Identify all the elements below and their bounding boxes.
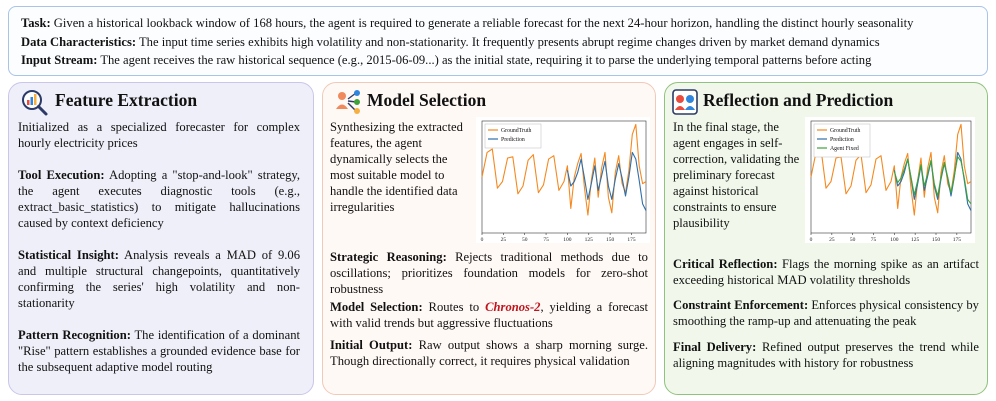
constraint-enforcement-text: Enforces physical consistency by smoothing the ramp-up and attenuating the peak (673, 298, 979, 328)
tool-execution-text: Adopting a "stop-and-look" strategy, the agent executes diagnostic tools (e.g., extract_basic_statistics) to mitigate hallucinations caused by context deficiency (18, 168, 300, 230)
x-tick-label: 25 (829, 237, 835, 243)
legend-label: GroundTruth (830, 128, 861, 134)
x-tick-label: 0 (480, 237, 484, 243)
tool-execution-paragraph (18, 167, 300, 231)
model-selection-post-text: , yielding a forecast with valid trends but aggressive fluctuations (330, 300, 648, 330)
x-tick-label: 100 (563, 237, 572, 243)
reflection-forecast-chart (805, 117, 975, 243)
x-tick-label: 75 (870, 237, 877, 243)
chronos-model-name: Chronos-2 (485, 300, 541, 314)
statistical-insight-label: Statistical Insight: (18, 248, 119, 262)
pattern-recognition-label: Pattern Recognition: (18, 328, 131, 342)
feature-extraction-panel (8, 82, 314, 395)
final-delivery-text: Refined output preserves the trend while aligning magnitudes with history for robustness (673, 340, 980, 370)
task-label: Task: (21, 16, 51, 30)
model-selection-pre-text: Routes to (428, 300, 480, 314)
critical-reflection-label: Critical Reflection: (673, 257, 778, 271)
reflection-prediction-title: Reflection and Prediction (703, 90, 894, 110)
input-stream-line (21, 51, 975, 70)
reflection-intro: In the final stage, the agent engages in self-correction, validating the preliminary forecast against historical constraints to ensure plausibility (673, 120, 800, 230)
initial-output-paragraph (330, 337, 648, 369)
model-selection-forecast-chart (476, 117, 650, 243)
legend-label: Agent Fixed (830, 146, 859, 152)
statistical-insight-paragraph (18, 247, 300, 311)
data-characteristics-label: Data Characteristics: (21, 34, 137, 49)
strategic-reasoning-text: Rejects traditional methods due to oscillations; prioritizes foundation models for zero-shot robustness (330, 250, 648, 296)
x-tick-label: 175 (627, 237, 636, 243)
x-tick-label: 75 (543, 237, 549, 243)
task-line (21, 14, 975, 33)
magnifier-chart-icon (21, 89, 49, 117)
x-tick-label: 150 (606, 237, 615, 243)
strategic-reasoning-paragraph (330, 249, 648, 297)
model-selection-panel (322, 82, 656, 395)
pattern-recognition-paragraph (18, 327, 300, 375)
x-tick-label: 150 (931, 237, 941, 243)
legend-label: Prediction (830, 137, 854, 143)
model-selection-title: Model Selection (367, 90, 487, 110)
reflection-prediction-panel (664, 82, 988, 395)
constraint-enforcement-paragraph (673, 297, 979, 329)
task-description-box (8, 6, 988, 76)
strategic-reasoning-label: Strategic Reasoning: (330, 250, 447, 264)
input-stream-text: The agent receives the raw historical sequence (e.g., 2015-06-09...) as the initial state, requiring it to parse the underlying temporal patterns before acting (100, 53, 872, 67)
x-tick-label: 50 (849, 237, 856, 243)
final-delivery-paragraph (673, 339, 979, 371)
input-stream-label: Input Stream: (21, 53, 98, 67)
legend-label: GroundTruth (501, 128, 532, 134)
model-network-icon (334, 89, 362, 117)
x-tick-label: 100 (890, 237, 899, 243)
reflection-mirror-icon (671, 88, 699, 116)
pattern-recognition-text: The identification of a dominant "Rise" pattern establishes a grounded evidence base for the subsequent adaptive model routing (18, 328, 300, 374)
x-tick-label: 0 (809, 237, 813, 243)
statistical-insight-text: Analysis reveals a MAD of 9.06 and multiple structural changepoints, quantitatively confirming the series' high volatility and non-stationarity (18, 248, 300, 310)
constraint-enforcement-label: Constraint Enforcement: (673, 298, 809, 312)
critical-reflection-paragraph (673, 256, 979, 288)
x-tick-label: 125 (584, 237, 593, 243)
tool-execution-label: Tool Execution: (18, 168, 105, 182)
x-tick-label: 50 (521, 237, 528, 243)
initial-output-text: Raw output shows a sharp morning surge. Though directionally correct, it requires physical validation (330, 338, 648, 368)
final-delivery-label: Final Delivery: (673, 340, 757, 354)
x-tick-label: 25 (500, 237, 507, 243)
task-text: Given a historical lookback window of 168 hours, the agent is required to generate a reliable forecast for the next 24-hour horizon, handling the distinct hourly seasonality (53, 16, 914, 30)
x-tick-label: 175 (952, 237, 961, 243)
x-tick-label: 125 (911, 237, 920, 243)
model-selection-label: Model Selection: (330, 300, 423, 314)
feature-extraction-title: Feature Extraction (55, 90, 198, 110)
legend-label: Prediction (501, 137, 525, 143)
initial-output-label: Initial Output: (330, 338, 413, 352)
model-selection-intro: Synthesizing the extracted features, the agent dynamically selects the most suitable model to handle the identified data irregularities (330, 120, 463, 214)
chart-legend (814, 124, 870, 157)
chart-legend (485, 124, 541, 148)
data-characteristics-text: The input time series exhibits high volatility and non-stationarity. It frequently presents abrupt regime changes driven by market demand dynamics (138, 34, 880, 49)
critical-reflection-text: Flags the morning spike as an artifact exceeding historical MAD volatility thresholds (673, 257, 980, 287)
data-characteristics-line (21, 33, 975, 52)
model-selection-paragraph (330, 299, 648, 331)
feature-extraction-intro: Initialized as a specialized forecaster for complex hourly electricity prices (18, 120, 300, 150)
